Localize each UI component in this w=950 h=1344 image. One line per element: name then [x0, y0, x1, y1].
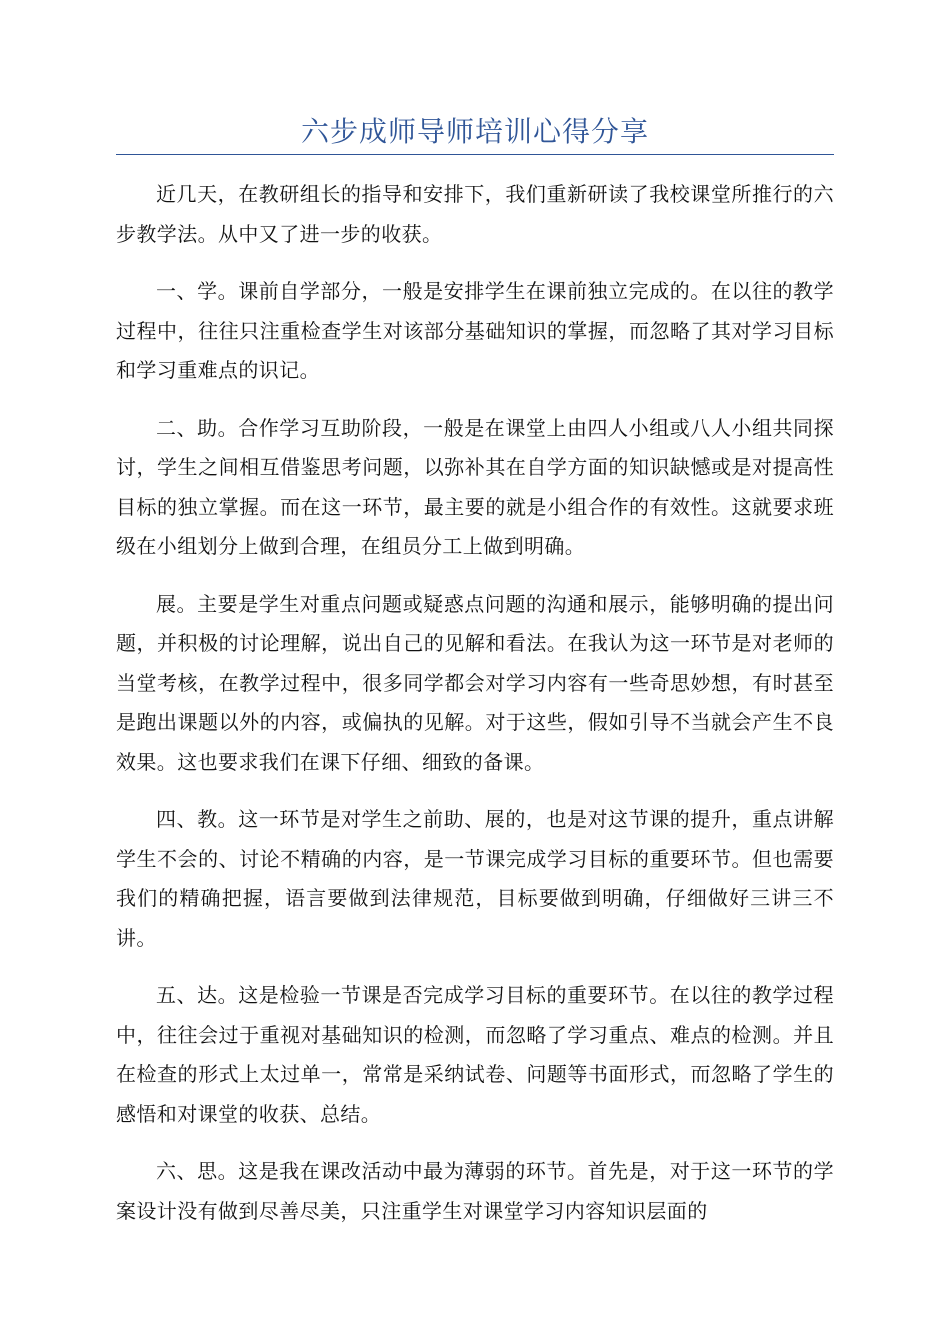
paragraph-step-help: 二、助。合作学习互助阶段，一般是在课堂上由四人小组或八人小组共同探讨，学生之间相互借鉴思考问题，以弥补其在自学方面的知识缺憾或是对提高性目标的独立掌握。而在这一环节，最主要的就是小组合作的有效性。这就要求班级在小组划分上做到合理，在组员分工上做到明确。 [116, 415, 834, 558]
title-block [116, 112, 834, 152]
paragraph-intro: 近几天，在教研组长的指导和安排下，我们重新研读了我校课堂所推行的六步教学法。从中又了进一步的收获。 [116, 182, 834, 246]
paragraph-step-reflect: 六、思。这是我在课改活动中最为薄弱的环节。首先是，对于这一环节的学案设计没有做到尽善尽美，只注重学生对课堂学习内容知识层面的 [116, 1159, 834, 1223]
paragraph-step-reach: 五、达。这是检验一节课是否完成学习目标的重要环节。在以往的教学过程中，往往会过于重视对基础知识的检测，而忽略了学习重点、难点的检测。并且在检查的形式上太过单一，常常是采纳试卷、问题等书面形式，而忽略了学生的感悟和对课堂的收获、总结。 [116, 983, 834, 1126]
paragraph-step-learn: 一、学。课前自学部分，一般是安排学生在课前独立完成的。在以往的教学过程中，往往只注重检查学生对该部分基础知识的掌握，而忽略了其对学习目标和学习重难点的识记。 [116, 279, 834, 382]
title-underline [116, 154, 834, 155]
page-title: 六步成师导师培训心得分享 [300, 115, 649, 148]
document-body [116, 175, 834, 1249]
paragraph-step-show: 展。主要是学生对重点问题或疑惑点问题的沟通和展示，能够明确的提出问题，并积极的讨论理解，说出自己的见解和看法。在我认为这一环节是对老师的当堂考核，在教学过程中，很多同学都会对学习内容有一些奇思妙想，有时甚至是跑出课题以外的内容，或偏执的见解。对于这些，假如引导不当就会产生不良效果。这也要求我们在课下仔细、细致的备课。 [116, 591, 834, 774]
paragraph-step-teach: 四、教。这一环节是对学生之前助、展的，也是对这节课的提升，重点讲解学生不会的、讨论不精确的内容，是一节课完成学习目标的重要环节。但也需要我们的精确把握，语言要做到法律规范，目标要做到明确，仔细做好三讲三不讲。 [116, 807, 834, 950]
